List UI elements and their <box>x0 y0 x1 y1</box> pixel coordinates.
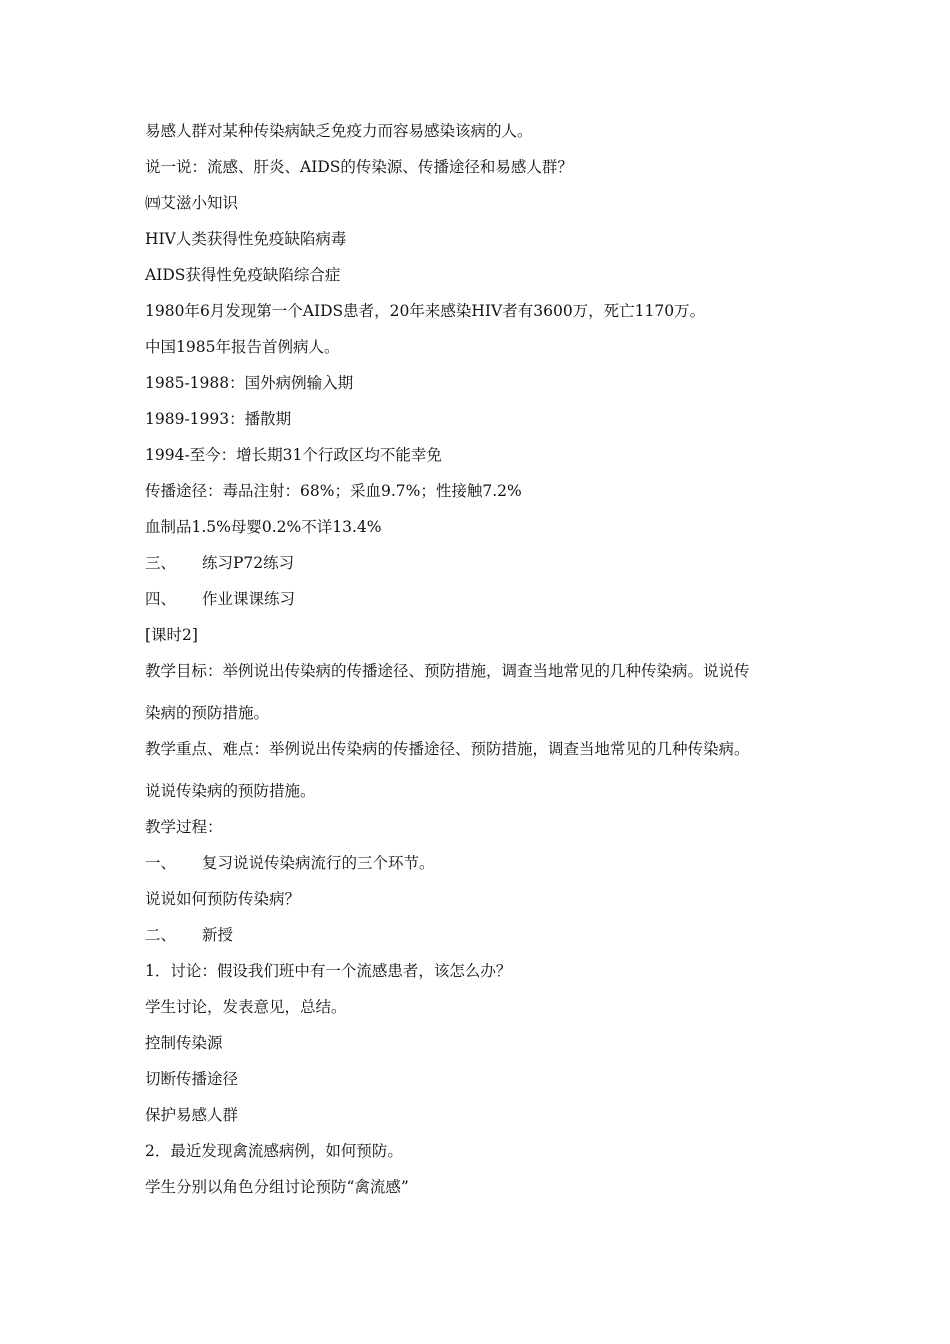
text-line: HIV人类获得性免疫缺陷病毒 <box>145 230 347 248</box>
text-line: 血制品1.5%母婴0.2%不详13.4% <box>145 518 382 536</box>
numbered-item <box>145 925 825 945</box>
text-line: 学生分别以角色分组讨论预防“禽流感” <box>145 1178 409 1196</box>
item-number: 三、 <box>145 554 177 572</box>
text-line: 控制传染源 <box>145 1034 223 1052</box>
numbered-item <box>145 589 825 609</box>
item-text: 作业课课练习 <box>202 590 296 608</box>
text-line: 1989-1993：播散期 <box>145 410 292 428</box>
text-line: 传播途径：毒品注射：68%；采血9.7%；性接触7.2% <box>145 482 522 500</box>
document-page <box>145 121 825 1213</box>
text-line: AIDS获得性免疫缺陷综合症 <box>145 266 341 284</box>
numbered-item <box>145 553 825 573</box>
text-line: 1．讨论：假设我们班中有一个流感患者，该怎么办？ <box>145 962 512 980</box>
text-line: 易感人群对某种传染病缺乏免疫力而容易感染该病的人。 <box>145 122 533 140</box>
process-heading: 教学过程： <box>145 818 223 836</box>
text-line: 1980年6月发现第一个AIDS患者，20年来感染HIV者有3600万，死亡1170万。 <box>145 302 706 320</box>
lesson-heading: [课时2] <box>145 626 198 644</box>
item-number: 二、 <box>145 926 177 944</box>
keypoint-line-2: 说说传染病的预防措施。 <box>145 782 316 800</box>
text-line: 说说如何预防传染病？ <box>145 890 301 908</box>
text-line: 切断传播途径 <box>145 1070 239 1088</box>
text-line: 说一说：流感、肝炎、AIDS的传染源、传播途径和易感人群？ <box>145 158 573 176</box>
text-line: 保护易感人群 <box>145 1106 239 1124</box>
numbered-item <box>145 853 825 873</box>
objective-line-1: 教学目标：举例说出传染病的传播途径、预防措施，调查当地常见的几种传染病。说说传 <box>145 662 750 680</box>
item-number: 四、 <box>145 590 177 608</box>
keypoint-line-1: 教学重点、难点：举例说出传染病的传播途径、预防措施，调查当地常见的几种传染病。 <box>145 740 750 758</box>
text-line: 学生讨论，发表意见，总结。 <box>145 998 347 1016</box>
text-line: 2．最近发现禽流感病例，如何预防。 <box>145 1142 403 1160</box>
item-text: 练习P72练习 <box>202 554 295 572</box>
section-heading: ㈣艾滋小知识 <box>145 194 239 212</box>
text-line: 1985-1988：国外病例输入期 <box>145 374 354 392</box>
objective-line-2: 染病的预防措施。 <box>145 704 270 722</box>
item-number: 一、 <box>145 854 177 872</box>
item-text: 新授 <box>202 926 234 944</box>
text-line: 1994-至今：增长期31个行政区均不能幸免 <box>145 446 442 464</box>
text-line: 中国1985年报告首例病人。 <box>145 338 340 356</box>
item-text: 复习说说传染病流行的三个环节。 <box>202 854 435 872</box>
